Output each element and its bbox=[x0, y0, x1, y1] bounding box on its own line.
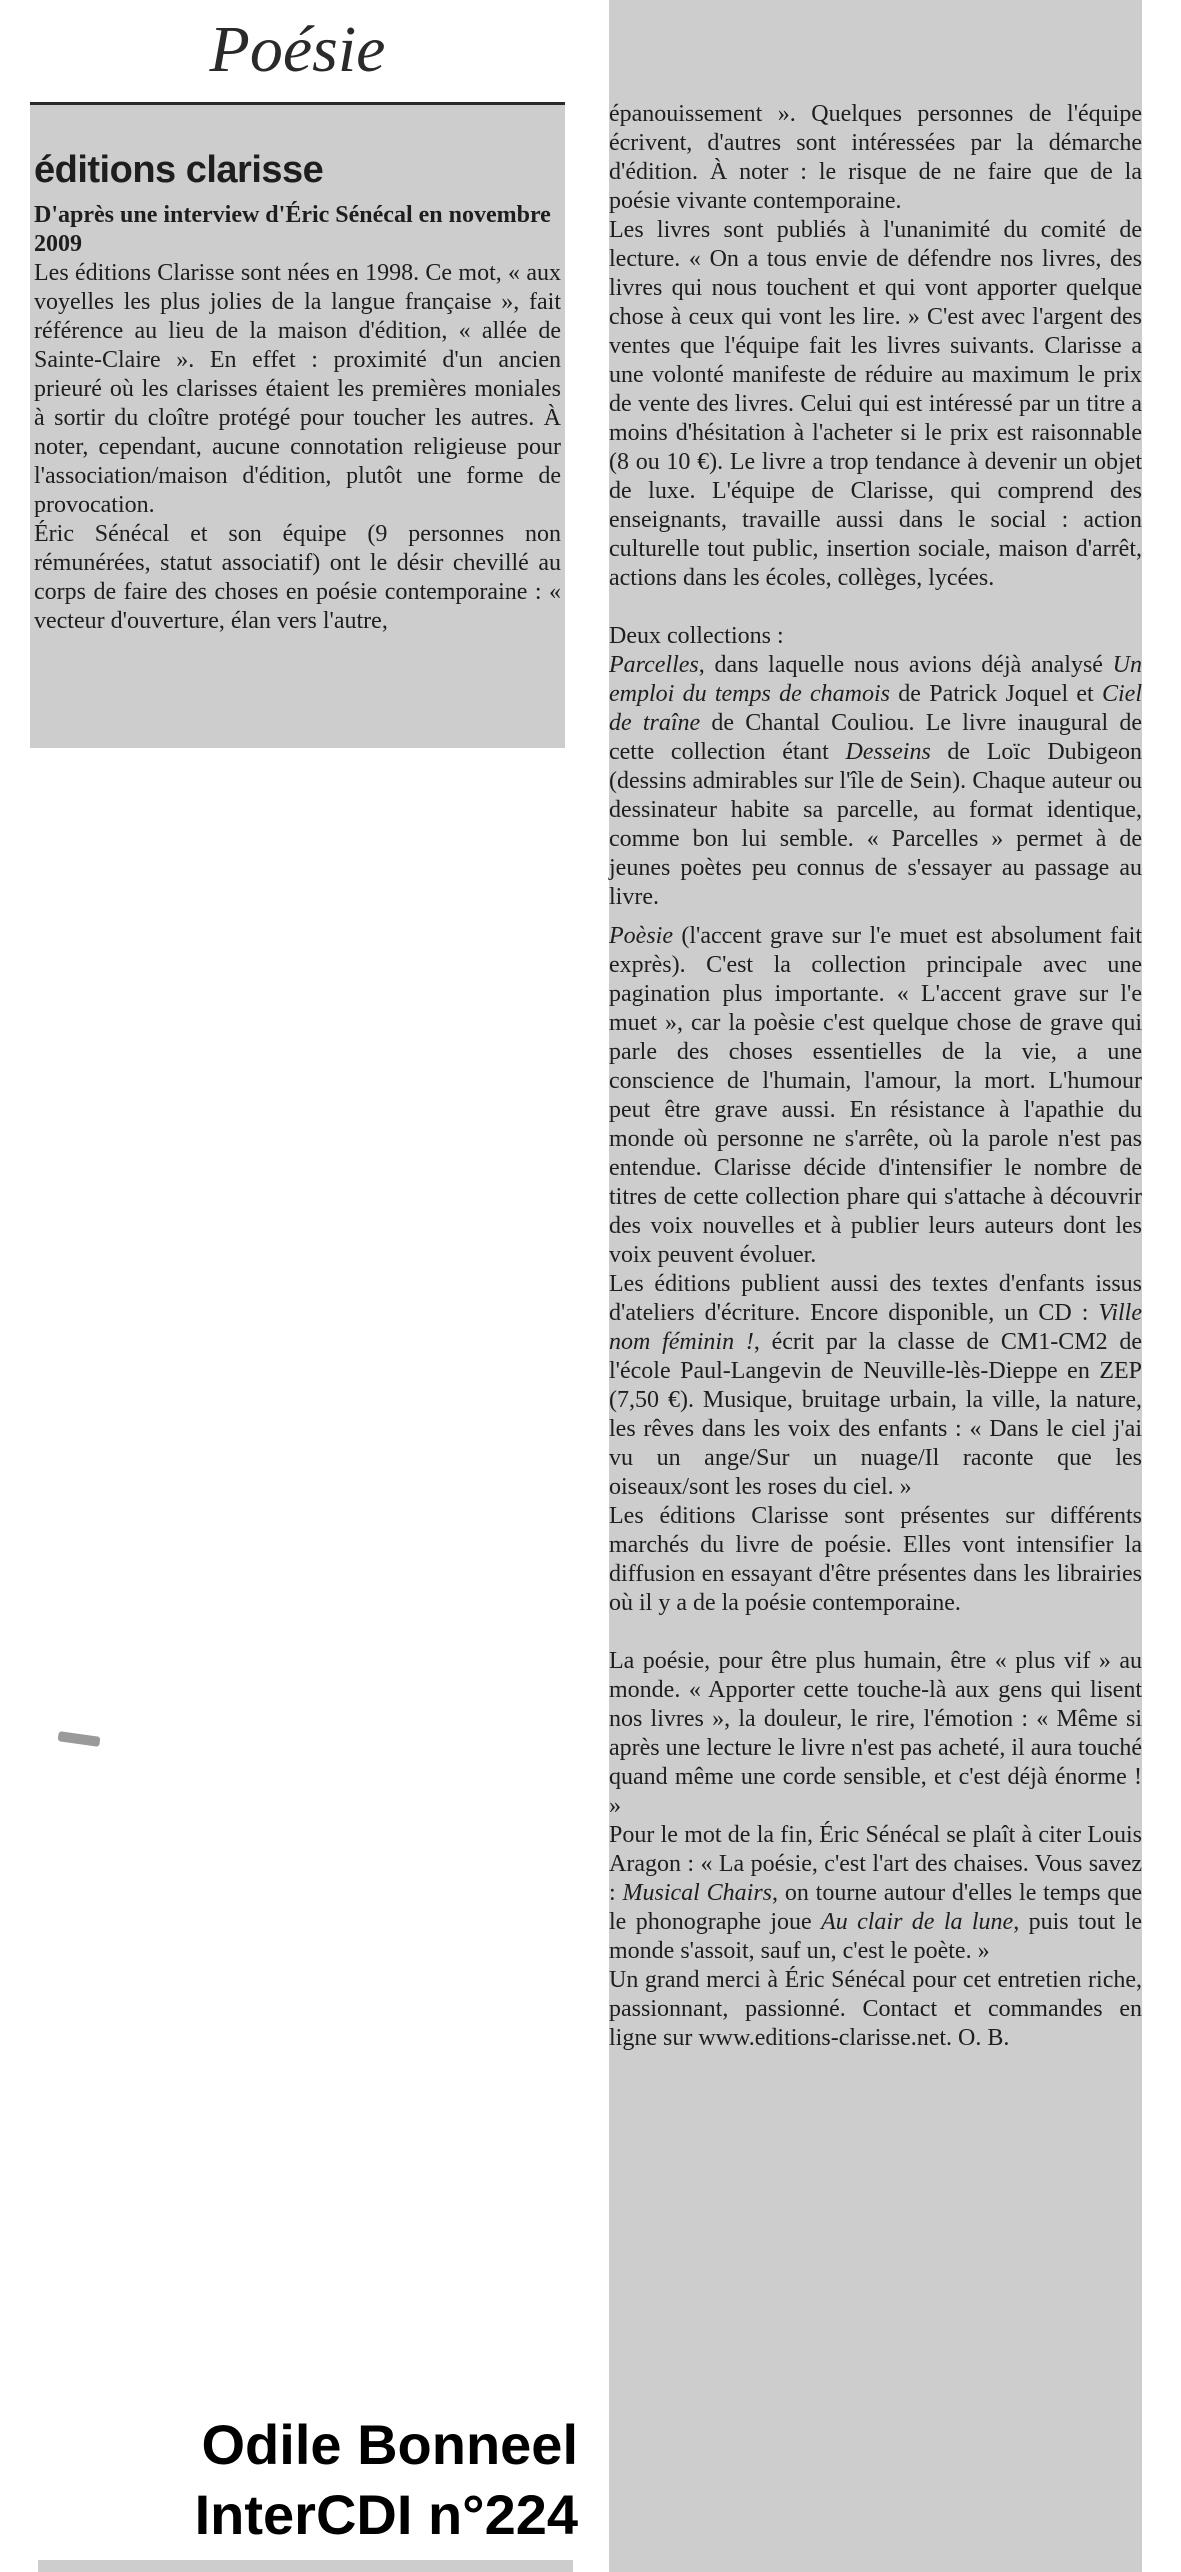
scan-smudge bbox=[58, 1731, 101, 1747]
collection-title-poesie: Poèsie bbox=[609, 923, 673, 949]
author-name: Odile Bonneel bbox=[201, 2413, 578, 2476]
article-continuation-box bbox=[609, 0, 1142, 2572]
paragraph-aragon: Pour le mot de la fin, Éric Sénécal se plaît à citer Louis Aragon : « La poésie, c'est l'art des chaises. Vous savez : Musical Chairs, on tourne autour d'elles le temps que le phonographe joue Au clair de la lune, puis tout le monde s'assoit, sauf un, c'est le poète. » bbox=[609, 1822, 1142, 1964]
paragraph-enfants: Les éditions publient aussi des textes d'enfants issus d'ateliers d'écriture. Encore disponible, un CD : Ville nom féminin !, écrit par la classe de CM1-CM2 de l'école Paul-Langevin de Neuville-lès-Dieppe en ZEP (7,50 €). Musique, bruitage urbain, la ville, la nature, les rêves dans les voix des enfants : « Dans le ciel j'ai vu un ange/Sur un nuage/Il raconte que les oiseaux/sont les roses du ciel. » bbox=[609, 1271, 1142, 1500]
publication-ref: InterCDI n°224 bbox=[194, 2483, 578, 2546]
paragraph-origins: Les éditions Clarisse sont nées en 1998. Ce mot, « aux voyelles les plus jolies de la langue française », fait référence au lieu de la maison d'édition, « allée de Sainte-Claire ». En effet : proximité d'un ancien prieuré où les clarisses étaient les premières moniales à sortir du cloître protégé pour toucher les autres. À noter, cependant, aucune connotation religieuse pour l'association/maison d'édition, plutôt une forme de provocation. bbox=[34, 260, 561, 518]
article-heading: éditions clarisse bbox=[34, 149, 324, 191]
paragraph-humain: La poésie, pour être plus humain, être « plus vif » au monde. « Apporter cette touche-là aux gens qui lisent nos livres », la douleur, le rire, l'émotion : « Même si après une lecture le livre n'est pas acheté, il aura touché quand même une corde sensible, et c'est déjà énorme ! » bbox=[609, 1648, 1142, 1819]
section-title: Poésie bbox=[209, 13, 386, 86]
book-title: Desseins bbox=[845, 739, 931, 765]
cd-title: Ville nom féminin ! bbox=[609, 1300, 1142, 1355]
collection-title-parcelles: Parcelles bbox=[609, 652, 699, 678]
bottom-strip bbox=[38, 2560, 573, 2572]
paragraph-merci: Un grand merci à Éric Sénécal pour cet entretien riche, passionnant, passionné. Contact et commandes en ligne sur www.editions-clarisse.net. O. B. bbox=[609, 1967, 1142, 2051]
collections-intro: Deux collections : bbox=[609, 623, 784, 649]
paragraph-poesie: Poèsie (l'accent grave sur l'e muet est absolument fait exprès). C'est la collection principale avec une pagination plus importante. « L'accent grave sur l'e muet », car la poèsie c'est quelque chose de grave qui parle des choses essentielles de la vie, a une conscience de l'humain, l'amour, la mort. L'humour peut être grave aussi. En résistance à l'apathie du monde où personne ne s'arrête, où la parole n'est pas entendue. Clarisse décide d'intensifier le nombre de titres de cette collection phare qui s'attache à découvrir des voix nouvelles et à publier leurs auteurs dont les voix peuvent évoluer. bbox=[609, 923, 1142, 1268]
paragraph-parcelles: Parcelles, dans laquelle nous avions déjà analysé Un emploi du temps de chamois de Patrick Joquel et Ciel de traîne de Chantal Couliou. Le livre inaugural de cette collection étant Desseins de Loïc Dubigeon (dessins admirables sur l'île de Sein). Chaque auteur ou dessinateur habite sa parcelle, au format identique, comme bon lui semble. « Parcelles » permet à de jeunes poètes peu connus de s'essayer au passage au livre. bbox=[609, 652, 1142, 910]
paragraph-continuation: épanouissement ». Quelques personnes de l'équipe écrivent, d'autres sont intéressées par la démarche d'édition. À noter : le risque de ne faire que de la poésie vivante contemporaine. bbox=[609, 101, 1142, 214]
song-title: Au clair de la lune bbox=[821, 1909, 1014, 1935]
paragraph-committee: Les livres sont publiés à l'unanimité du comité de lecture. « On a tous envie de défendre nos livres, des livres qui nous touchent et qui vont apporter quelque chose à ceux qui vont les lire. » C'est avec l'argent des ventes que l'équipe fait les livres suivants. Clarisse a une volonté manifeste de réduire au maximum le prix de vente des livres. Celui qui est intéressé par un titre a moins d'hésitation à l'acheter si le prix est raisonnable (8 ou 10 €). Le livre a trop tendance à devenir un objet de luxe. L'équipe de Clarisse, qui comprend des enseignants, travaille aussi dans le social : action culturelle tout public, insertion sociale, maison d'arrêt, actions dans les écoles, collèges, lycées. bbox=[609, 217, 1142, 591]
book-title: Un emploi du temps de chamois bbox=[609, 652, 1142, 707]
article-subheading: D'après une interview d'Éric Sénécal en novembre 2009 bbox=[34, 202, 551, 257]
book-title: Ciel de traîne bbox=[609, 681, 1142, 736]
article-intro-box bbox=[30, 105, 565, 748]
paragraph-marches: Les éditions Clarisse sont présentes sur différents marchés du livre de poésie. Elles vont intensifier la diffusion en essayant d'être présentes dans les librairies où il y a de la poésie contemporaine. bbox=[609, 1503, 1142, 1616]
song-title: Musical Chairs bbox=[622, 1880, 772, 1906]
paragraph-team: Éric Sénécal et son équipe (9 personnes non rémunérées, statut associatif) ont le désir chevillé au corps de faire des choses en poésie contemporaine : « vecteur d'ouverture, élan vers l'autre, bbox=[34, 521, 561, 634]
signature-block bbox=[30, 2410, 578, 2550]
